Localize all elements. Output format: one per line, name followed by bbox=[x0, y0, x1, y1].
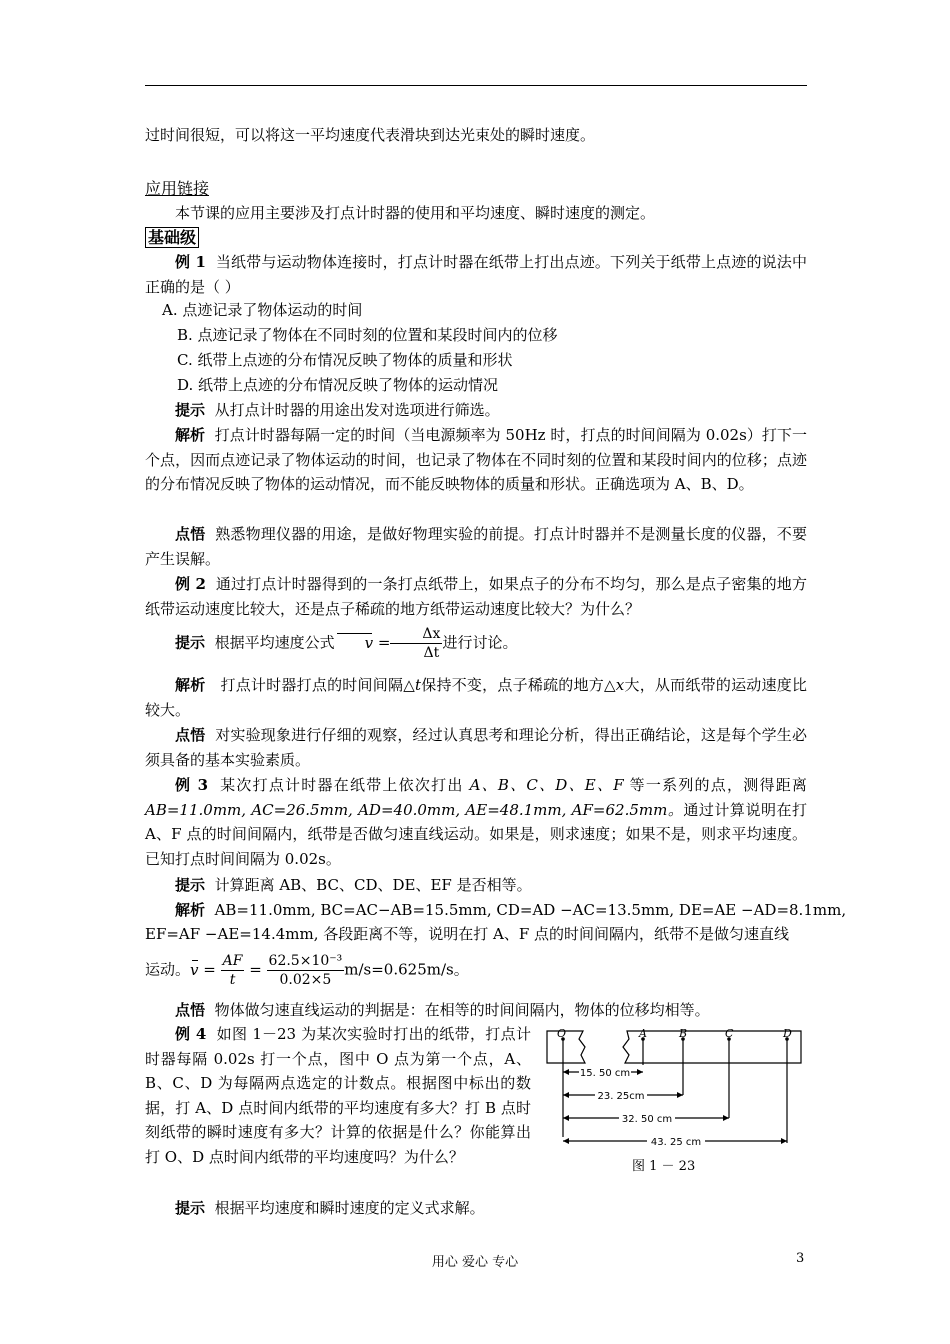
section-title: 应用链接 bbox=[145, 179, 210, 198]
ex3-insight: 点悟 物体做匀速直线运动的判据是：在相等的时间间隔内，物体的位移均相等。 bbox=[175, 1001, 710, 1019]
figure-caption: 图 1 － 23 bbox=[632, 1159, 696, 1174]
ex1-option-c: C. 纸带上点迹的分布情况反映了物体的质量和形状 bbox=[177, 351, 513, 369]
fig-dim-1: 15. 50 cm bbox=[579, 1068, 631, 1079]
top-line: 过时间很短，可以将这一平均速度代表滑块到达光束处的瞬时速度。 bbox=[145, 126, 596, 144]
fig-dim-4: 43. 25 cm bbox=[650, 1137, 702, 1148]
ex1-question: 例 1 当纸带与运动物体连接时，打点计时器在纸带上打出点迹。下列关于纸带上点迹的说法中正确的是（ ） bbox=[145, 253, 807, 296]
ex1-label: 例 1 bbox=[175, 253, 206, 271]
fig-dim-3: 32. 50 cm bbox=[621, 1114, 673, 1125]
tape-right-piece bbox=[623, 1031, 801, 1063]
fig-dim-2: 23. 25cm bbox=[597, 1091, 645, 1102]
ex3-analysis-3: 运动。v = $\frac{AF}{t}$ = $\frac{\text{62.5×10⁻³}}{0.02\times 5}$ m/s=0.625m/s。 bbox=[145, 953, 469, 988]
ex4-question: 例 4 如图 1－23 为某次实验时打出的纸带，打点计时器每隔 0.02s 打一个点，图中 O 点为第一个点，A、B、C、D 为每隔两点选定的计数点。根据图中标出的数据，打 A、D 点时间内纸带的平均速度有多大？打 B 点时刻纸带的瞬时速度有多大？计算的依据是什么？你能算出打 O、D 点时间内纸带的平均速度吗？为什么？ bbox=[145, 1025, 531, 1166]
ex1-option-d: D. 纸带上点迹的分布情况反映了物体的运动情况 bbox=[177, 376, 499, 394]
fig-label-o: O bbox=[557, 1027, 567, 1040]
ex1-insight: 点悟 熟悉物理仪器的用途，是做好物理实验的前提。打点计时器并不是测量长度的仪器，不要产生误解。 bbox=[145, 525, 807, 568]
ex2-hint: 提示 根据平均速度公式 v = $\frac{\Delta x}{\Delta t}$ 进行讨论。 bbox=[175, 626, 518, 661]
v-bar-symbol: v bbox=[335, 631, 373, 656]
ex3-analysis-1: 解析 AB=11.0mm, BC=AC−AB=15.5mm, CD=AD −AC=13.5mm, DE=AE −AD=8.1mm, bbox=[175, 901, 847, 919]
fig-label-d: D bbox=[783, 1027, 792, 1040]
fig-label-a: A bbox=[639, 1027, 647, 1040]
ex3-analysis-2: EF=AF −AE=14.4mm, 各段距离不等，说明在打 A、F 点的时间间隔内，纸带不是做匀速直线 bbox=[145, 925, 790, 943]
header-rule bbox=[145, 85, 807, 86]
section-intro: 本节课的应用主要涉及打点计时器的使用和平均速度、瞬时速度的测定。 bbox=[175, 204, 656, 222]
ex3-hint: 提示 计算距离 AB、BC、CD、DE、EF 是否相等。 bbox=[175, 876, 532, 894]
level-label: 基础级 bbox=[145, 227, 199, 248]
ex2-analysis: 解析 打点计时器打点的时间间隔△t保持不变，点子稀疏的地方△x大，从而纸带的运动速度比较大。 bbox=[145, 676, 807, 719]
fig-label-c: C bbox=[725, 1027, 734, 1040]
ex4-hint: 提示 根据平均速度和瞬时速度的定义式求解。 bbox=[175, 1199, 485, 1217]
ex3-question: 例 3 某次打点计时器在纸带上依次打出 A、B、C、D、E、F 等一系列的点，测得距离AB=11.0mm, AC=26.5mm, AD=40.0mm, AE=48.1mm, AF=62.5mm。通过计算说明在打 A、F 点的时间间隔内，纸带是否做匀速直线运动。如果是，则求速度；如果不是，则求平均速度。已知打点时间间隔为 0.02s。 bbox=[145, 776, 807, 868]
ex2-question: 例 2 通过打点计时器得到的一条打点纸带上，如果点子的分布不均匀，那么是点子密集的地方纸带运动速度比较大，还是点子稀疏的地方纸带运动速度比较大？为什么？ bbox=[145, 575, 807, 618]
ex1-option-a: A. 点迹记录了物体运动的时间 bbox=[162, 301, 363, 319]
ex1-analysis: 解析 打点计时器每隔一定的时间（当电源频率为 50Hz 时，打点的时间间隔为 0.02s）打下一个点，因而点迹记录了物体运动的时间，也记录了物体在不同时刻的位置和某段时间内的位移；点迹的分布情况反映了物体的运动情况，而不能反映物体的质量和形状。正确选项为 A、B、D。 bbox=[145, 426, 807, 494]
ex2-fraction: $\frac{\Delta x}{\Delta t}$ bbox=[390, 625, 442, 662]
tape-figure bbox=[543, 1025, 805, 1175]
page-footer: 用心 爱心 专心 bbox=[431, 1255, 519, 1270]
ex1-hint: 提示 从打点计时器的用途出发对选项进行筛选。 bbox=[175, 401, 500, 419]
ex2-insight: 点悟 对实验现象进行仔细的观察，经过认真思考和理论分析，得出正确结论，这是每个学生必须具备的基本实验素质。 bbox=[145, 726, 807, 769]
fig-label-b: B bbox=[679, 1027, 688, 1040]
page-number: 3 bbox=[796, 1251, 805, 1266]
ex1-option-b: B. 点迹记录了物体在不同时刻的位置和某段时间内的位移 bbox=[177, 326, 558, 344]
